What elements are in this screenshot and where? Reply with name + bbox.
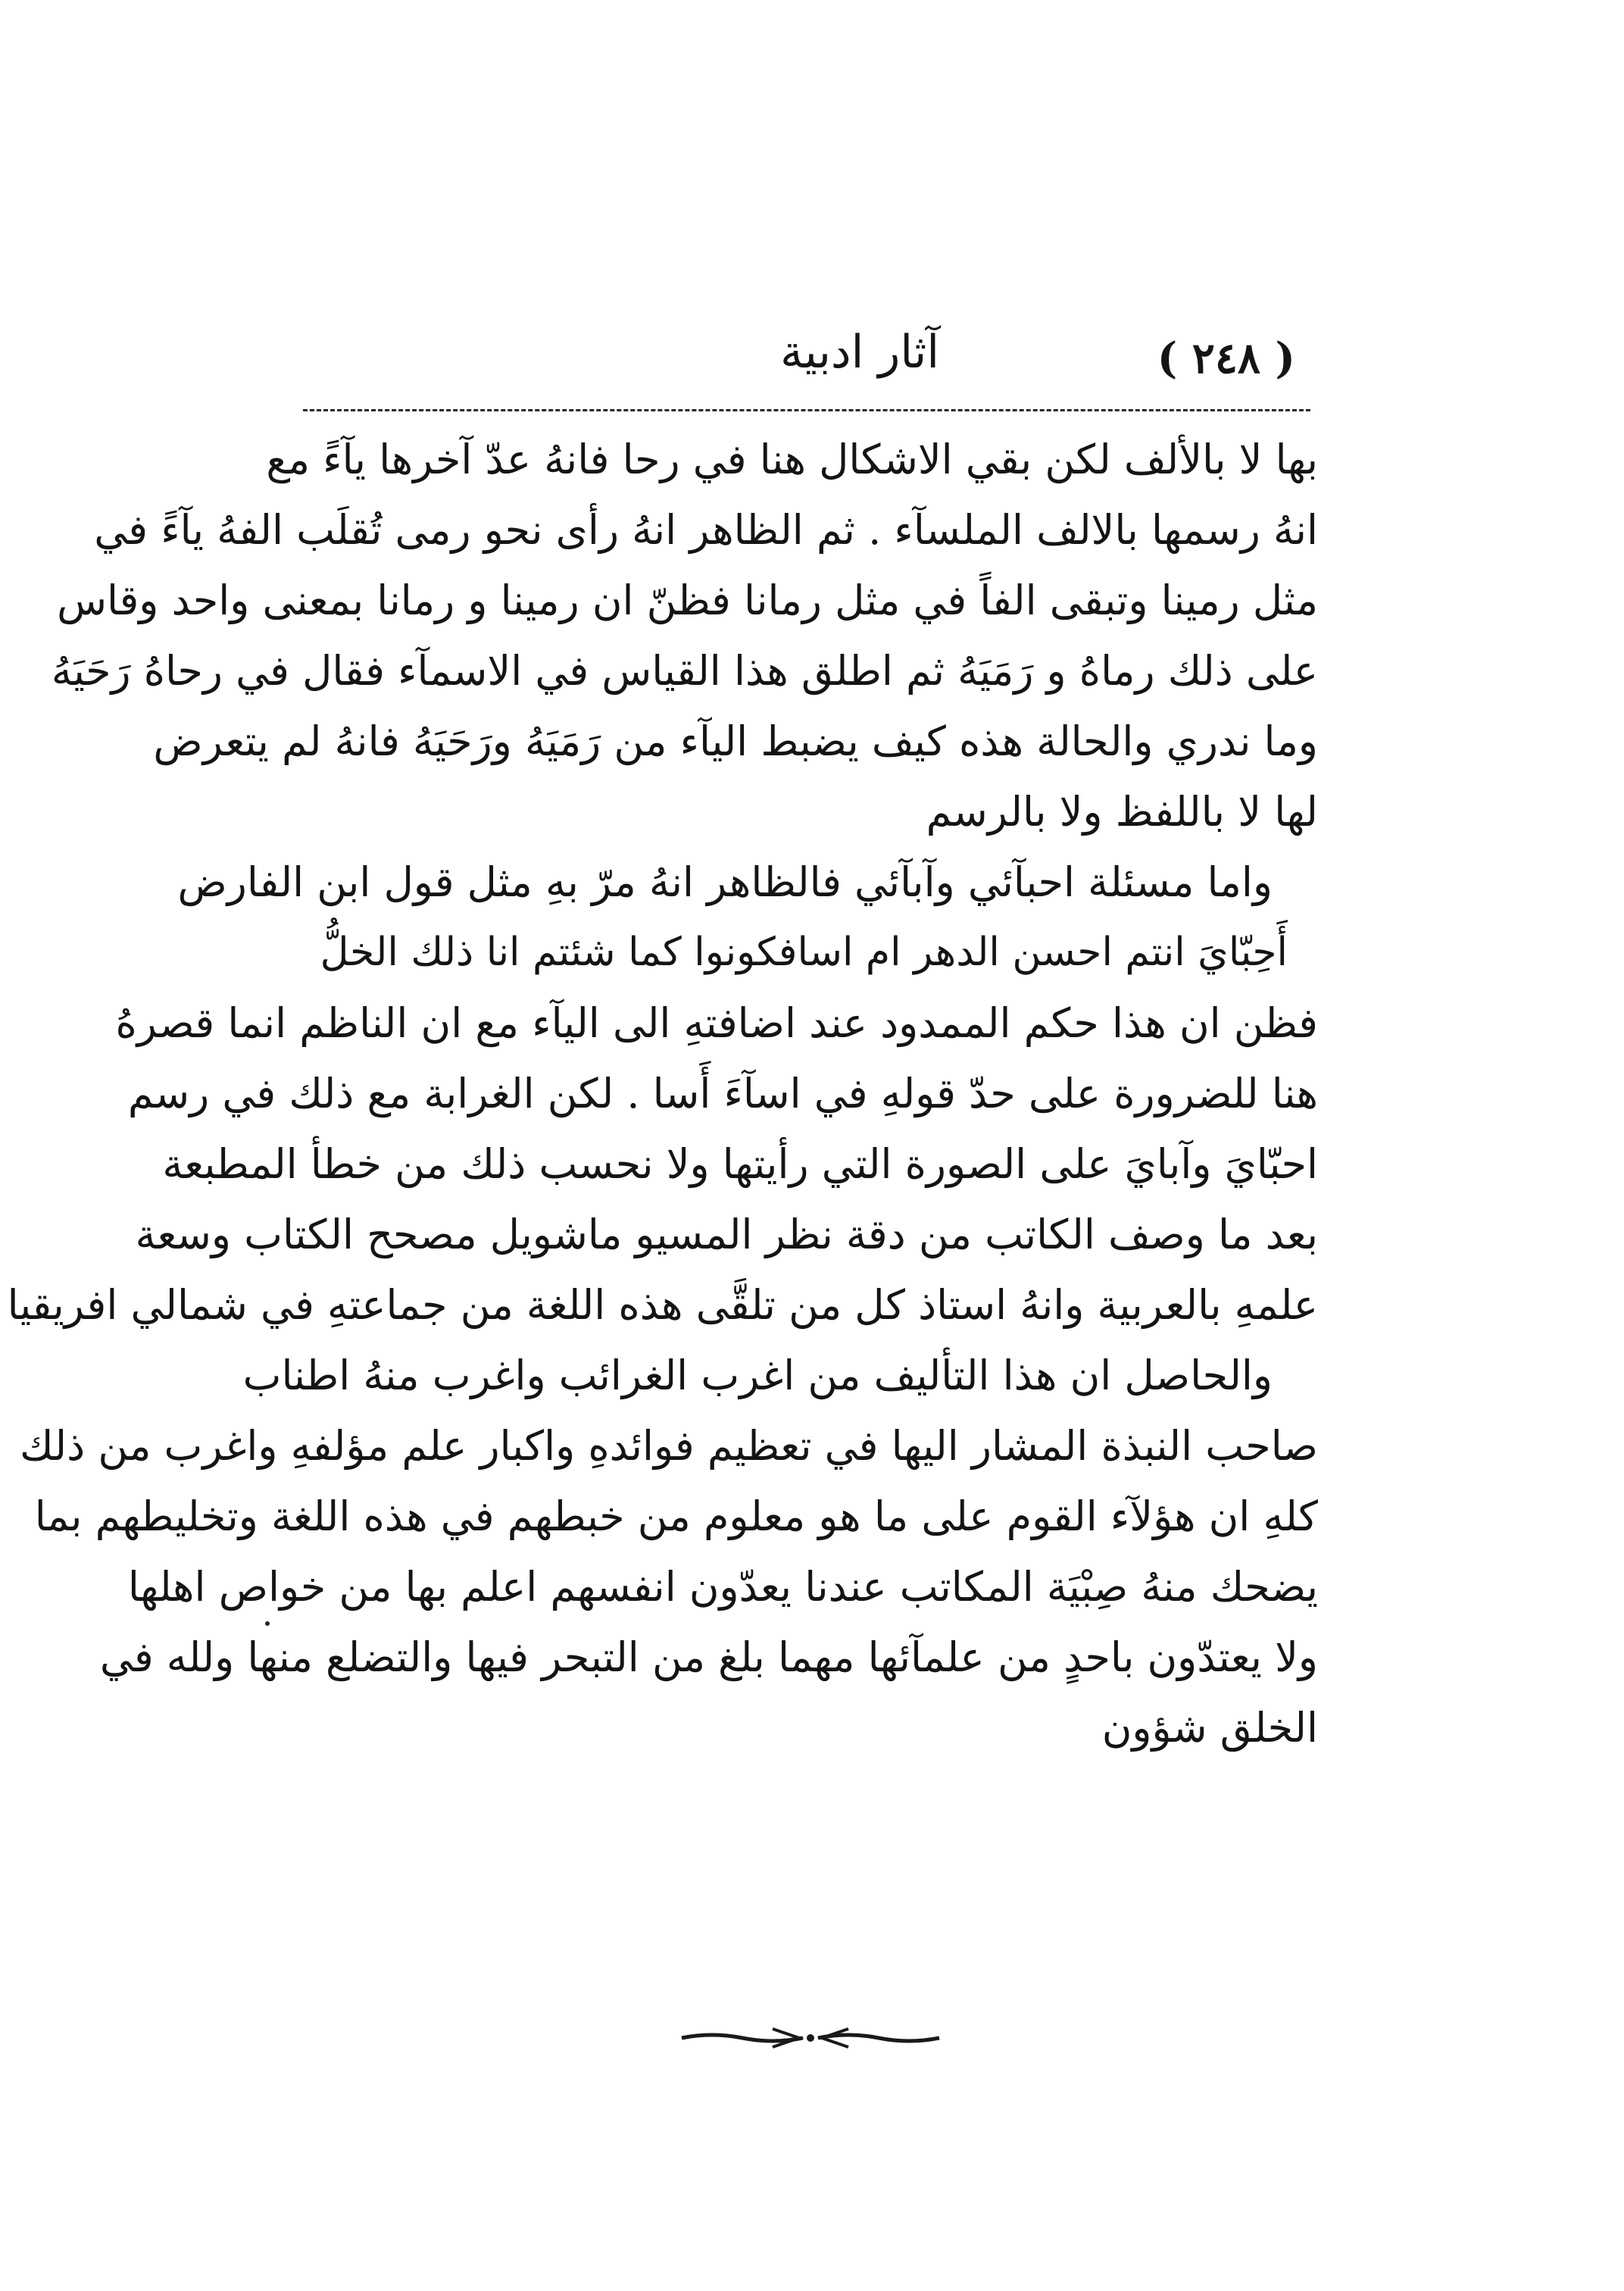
- verse-hemistich-first: أَحِبّايَ انتم احسن الدهر ام اسا: [797, 930, 1288, 975]
- text-line: بعد ما وصف الكاتب من دقة نظر المسيو ماشويل مصحح الكتاب وسعة: [135, 1211, 1318, 1258]
- end-ornament-icon: [667, 2015, 954, 2061]
- text-line: وما ندري والحالة هذه كيف يضبط اليآء من رَمَيَهُ ورَحَيَهُ فانهُ لم يتعرض: [153, 717, 1318, 765]
- text-line: مثل رمينا وتبقى الفاً في مثل رمانا فظنّ ان رمينا و رمانا بمعنى واحد وقاس: [57, 577, 1318, 624]
- text-line: على ذلك رماهُ و رَمَيَهُ ثم اطلق هذا القياس في الاسمآء فقال في رحاهُ رَحَيَهُ: [51, 647, 1318, 695]
- text-line: بها لا بالألف لكن بقي الاشكال هنا في رحا فانهُ عدّ آخرها يآءً مع: [266, 436, 1318, 483]
- text-line: واما مسئلة احبآئي وآبآئي فالظاهر انهُ مرّ بهِ مثل قول ابن الفارض: [177, 858, 1273, 906]
- paragraph: [20, 1340, 1318, 1763]
- margin-mark: [265, 1621, 270, 1626]
- text-line: احبّايَ وآبايَ على الصورة التي رأيتها ولا نحسب ذلك من خطأ المطبعة: [162, 1140, 1318, 1188]
- header-divider: [303, 409, 1310, 411]
- paragraph: [177, 847, 1318, 917]
- text-line: الخلق شؤون: [1101, 1704, 1318, 1752]
- text-line: يضحك منهُ صِبْيَة المكاتب عندنا يعدّون انفسهم اعلم بها من خواص اهلها: [127, 1563, 1318, 1611]
- page-header: [318, 326, 1295, 417]
- text-line: هنا للضرورة على حدّ قولهِ في اسآءَ أَسا . لكن الغرابة مع ذلك في رسم: [127, 1070, 1318, 1117]
- text-line: والحاصل ان هذا التأليف من اغرب الغرائب واغرب منهُ اطناب: [242, 1352, 1273, 1399]
- running-title: آثار ادبية: [779, 326, 939, 379]
- verse: [311, 917, 1318, 988]
- text-line: انهُ رسمها بالالف الملسآء . ثم الظاهر انهُ رأى نحو رمى تُقلَب الفهُ يآءً في: [94, 506, 1318, 554]
- verse-hemistich-second: فكونوا كما شئتم انا ذلك الخلُّ: [320, 930, 798, 975]
- paragraph: [7, 988, 1318, 1340]
- text-line: علمهِ بالعربية وانهُ استاذ كل من تلقَّى هذه اللغة من جماعتهِ في شمالي افريقيا: [7, 1281, 1318, 1329]
- text-line: لها لا باللفظ ولا بالرسم: [926, 788, 1318, 836]
- page-number: ( ٢٤٨ ): [1157, 333, 1295, 383]
- paragraph: [51, 424, 1318, 847]
- text-line: فظن ان هذا حكم الممدود عند اضافتهِ الى اليآء مع ان الناظم انما قصرهُ: [115, 999, 1318, 1047]
- text-line: ولا يعتدّون باحدٍ من علمآئها مهما بلغ من التبحر فيها والتضلع منها ولله في: [99, 1633, 1318, 1681]
- text-line: كلهِ ان هؤلآء القوم على ما هو معلوم من خبطهم في هذه اللغة وتخليطهم بما: [34, 1492, 1318, 1540]
- text-line: صاحب النبذة المشار اليها في تعظيم فوائدهِ واكبار علم مؤلفهِ واغرب من ذلك: [20, 1422, 1318, 1470]
- main-text: [7, 424, 1318, 1763]
